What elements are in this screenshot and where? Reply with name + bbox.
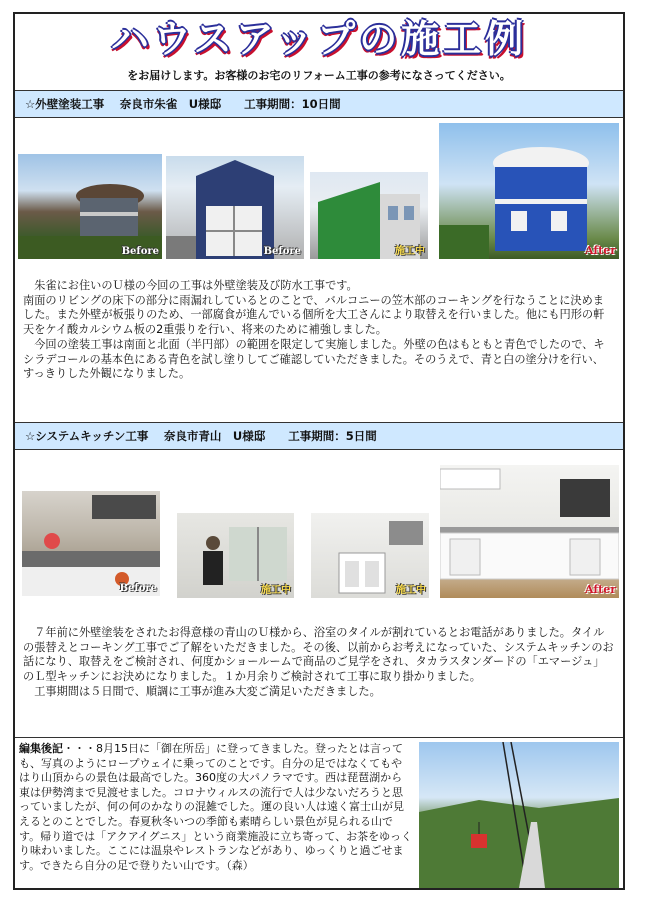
house-illustration bbox=[439, 123, 619, 259]
photo-tag: 施工中 bbox=[396, 585, 426, 596]
paragraph: 南面のリビングの床下の部分に雨漏れしているとのことで、バルコニーの笠木部のコーキングを行なうことに決めました。また外壁が板張りのため、一部腐食が進んでいる個所を大工さんにより取替えを行いました。他にも円形の軒天をケイ酸カルシウム板の2重張りを行い、将来のために補強しました。 bbox=[23, 293, 605, 337]
house-illustration bbox=[18, 154, 162, 259]
section-body-exterior bbox=[23, 279, 615, 382]
paragraph: ７年前に外壁塗装をされたお得意様の青山のＵ様から、浴室のタイルが割れているとお電話がありました。タイルの張替えとコーキング工事でご了解をいただきました。その後、以前からお考えになっていた、システムキッチンのお話になり、取替えをご検討され、何度かショールームで商品のご見学をされ、タカラスタンダードの「エマージュ」のＬ型キッチンにお決めになりました。１か月余りご検討されて工事に取り掛かりました。 bbox=[23, 626, 614, 684]
house-illustration bbox=[166, 156, 304, 259]
paragraph: 工事期間は５日間で、順調に工事が進み大変ご満足いただきました。 bbox=[23, 684, 381, 698]
editor-note bbox=[19, 742, 413, 873]
page-frame bbox=[13, 12, 625, 890]
photo-kitchen-before bbox=[22, 491, 160, 596]
section-body-kitchen bbox=[23, 626, 615, 700]
photo-tag: Before bbox=[263, 246, 301, 257]
section-heading-kitchen: ☆システムキッチン工事 奈良市青山 U様邸 工事期間：5日間 bbox=[15, 422, 623, 450]
photo-exterior-in-progress bbox=[310, 172, 428, 259]
photo-tag: Before bbox=[119, 583, 157, 594]
photo-exterior-before-1 bbox=[18, 154, 162, 259]
kitchen-illustration bbox=[22, 491, 160, 596]
photo-ropeway bbox=[419, 742, 619, 888]
photo-exterior-after bbox=[439, 123, 619, 259]
paragraph: 今回の塗装工事は南面と北面（半円部）の範囲を限定して実施しました。外壁の色はもともと青色でしたので、キシラデコールの基本色にある青色を試し塗りしてご確認していただきました。そのうえで、青と白の塗分けを行い、すっきりした外観になりました。 bbox=[23, 337, 605, 381]
page-subtitle: をお届けします。お客様のお宅のリフォーム工事の参考になさってください。 bbox=[127, 69, 511, 82]
kitchen-illustration bbox=[440, 465, 619, 598]
photo-kitchen-in-progress-1 bbox=[177, 513, 294, 598]
photo-exterior-before-2 bbox=[166, 156, 304, 259]
editor-note-text: ・・・8月15日に「御在所岳」に登ってきました。登ったとは言っても、写真のようにロープウェイに乗ってのことです。自分の足ではなくてもやはり山頂からの景色は最高でした。360度の大パノラマです。西は琵琶湖から東は伊勢湾まで見渡せました。コロナウィルスの流行で人は少ないだろうと思っていましたが、何の何のかなりの混雑でした。運の良い人は遠く富士山が見えるとのことでした。春夏秋冬いつの季節も素晴らしい景色が見られる山です。帰り道では「アクアイグニス」という商業施設に立ち寄って、お茶をゆっくり味わいました。ここには温泉やレストランなどがあり、ゆっくりと過ごせます。できたら自分の足で登りたい山です。（森） bbox=[19, 742, 413, 872]
section-heading-exterior: ☆外壁塗装工事 奈良市朱雀 U様邸 工事期間：10日間 bbox=[15, 90, 623, 118]
photo-tag: 施工中 bbox=[395, 246, 425, 257]
page-title: ハウスアップの施工例 bbox=[110, 17, 528, 61]
editor-note-divider bbox=[15, 737, 623, 738]
photo-tag: Before bbox=[121, 246, 159, 257]
paragraph: 朱雀にお住いのＵ様の今回の工事は外壁塗装及び防水工事です。 bbox=[23, 279, 358, 292]
photo-tag: After bbox=[585, 244, 616, 257]
photo-kitchen-in-progress-2 bbox=[311, 513, 429, 598]
photo-kitchen-after bbox=[440, 465, 619, 598]
ropeway-illustration bbox=[419, 742, 619, 888]
photo-tag: After bbox=[585, 583, 616, 596]
editor-note-label: 編集後記 bbox=[19, 742, 63, 755]
photo-tag: 施工中 bbox=[261, 585, 291, 596]
